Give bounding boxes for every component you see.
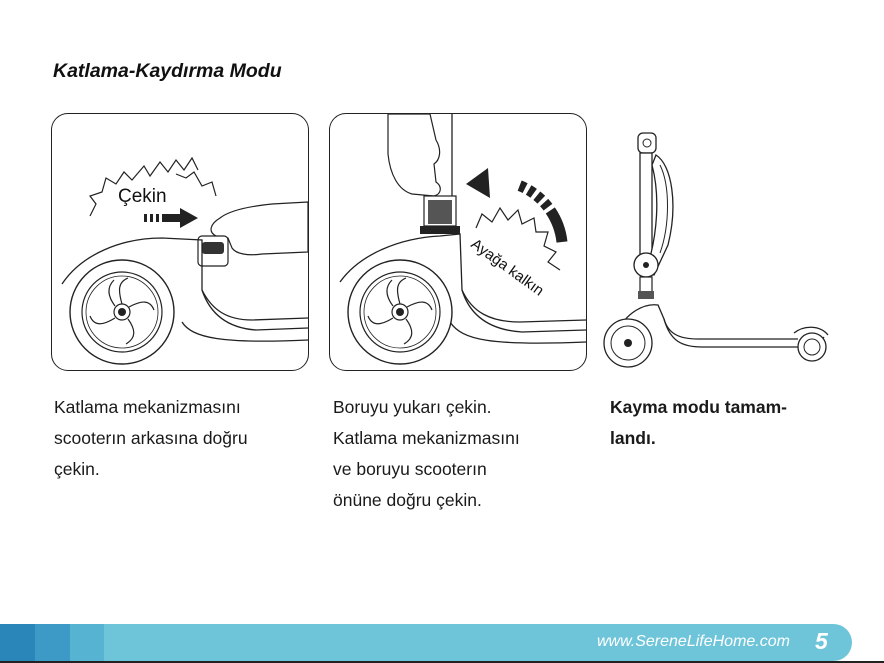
footer-bar [104,624,852,661]
scooter-wheel-icon [604,319,652,367]
caption-line: ve boruyu scooterın [333,459,487,479]
section-title: Katlama-Kaydırma Modu [53,60,282,82]
stand-label: Ayağa kalkın [467,235,547,300]
caption-line: önüne doğru çekin. [333,490,482,510]
caption-line: Boruyu yukarı çekin. [333,397,492,417]
scooter-wheel-icon [348,260,452,364]
caption-step-2 [333,392,520,516]
caption-step-1 [54,392,248,485]
caption-line: Kayma modu tamam- [610,397,787,417]
curved-arrow-icon [466,168,562,242]
caption-step-3 [610,392,787,454]
caption-line: çekin. [54,459,100,479]
footer-accent-block [0,624,35,661]
footer-accent-block [35,624,70,661]
scooter-glide-illustration [598,125,838,375]
caption-line: Katlama mekanizmasını [333,428,520,448]
arrow-right-icon [144,208,198,228]
illustration-panel-pull [51,113,309,371]
pull-label: Çekin [118,186,167,207]
footer-accent-block [70,624,104,661]
illustration-panel-stand [329,113,587,371]
page-number: 5 [815,628,828,654]
scooter-wheel-icon [70,260,174,364]
caption-line: scooterın arkasına doğru [54,428,248,448]
caption-line: landı. [610,428,656,448]
website-link[interactable]: www.SereneLifeHome.com [597,633,790,650]
page-footer [0,624,884,663]
caption-line: Katlama mekanizmasını [54,397,241,417]
